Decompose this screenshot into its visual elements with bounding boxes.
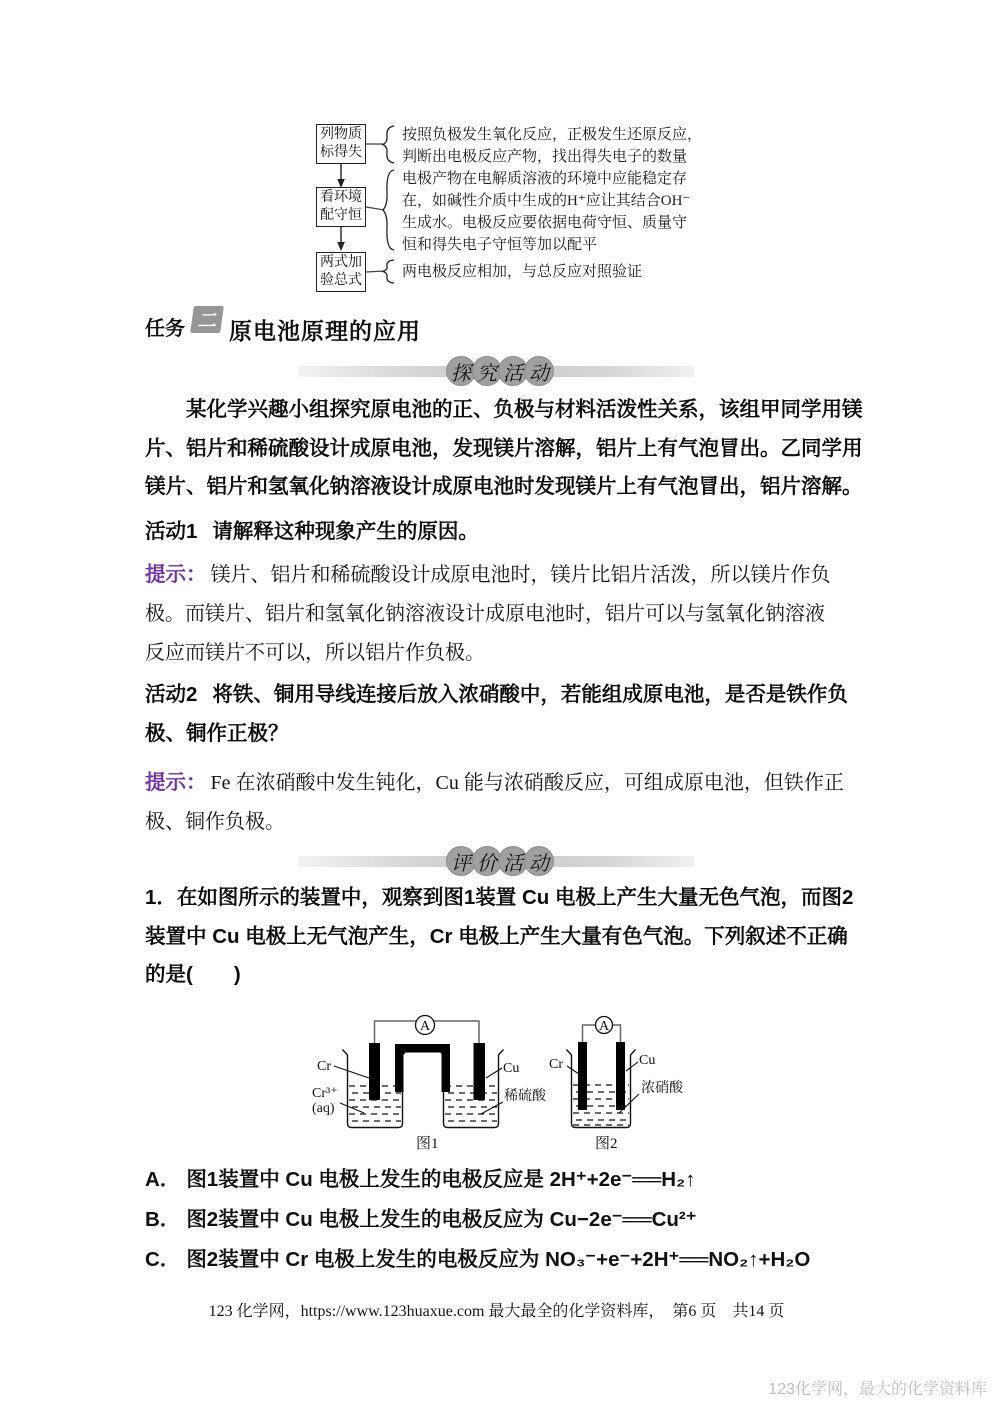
flowchart-note-line: 两电极反应相加，与总反应对照验证 [402,264,643,280]
section-title: 原电池原理的应用 [229,318,421,344]
flowchart-box-2-line2: 配守恒 [320,208,362,223]
flowchart-box-3-line1: 两式加 [320,255,362,270]
label-cr-fig1: Cr [317,1059,331,1074]
task-number-badge [190,306,224,333]
salt-bridge [395,1044,450,1092]
flowchart-box-1-line2: 标得失 [320,145,362,160]
brace-icon [383,126,394,163]
hint-line: Fe 在浓硝酸中发生钝化，Cu 能与浓硝酸反应，可组成原电池，但铁作正 [210,772,844,794]
hint-2 [145,764,857,842]
label-cu-fig1: Cu [503,1061,520,1076]
connector-line [366,207,384,210]
options-list [145,1160,857,1280]
flowchart-note-line: 按照负极发生氧化反应，正极发生还原反应， [402,127,703,143]
banner-circles [446,846,550,876]
option-c [145,1240,857,1280]
banner-circles [446,356,550,386]
task-number: 二 [197,311,217,332]
option-a-label: A． [145,1168,181,1191]
figure-1-caption: 图1 [416,1136,439,1152]
banner-char: 动 [524,846,554,876]
question-line: 装置中 Cu 电极上无气泡产生，Cr 电极上产生大量有色气泡。下列叙述不正确 [145,924,848,948]
flowchart-note-line: 恒和得失电子守恒等加以配平 [402,237,598,253]
cell-diagram-svg [290,1000,710,1160]
question-line: 的是( ) [145,963,241,986]
label-ion-line1: Cr³⁺ [312,1086,338,1101]
hint-1 [145,556,857,673]
label-cu-fig2: Cu [639,1053,656,1068]
banner-char: 价 [472,846,502,876]
cell-diagram [290,1000,710,1160]
flowchart-box-1-line1: 列物质 [320,127,362,142]
flowchart-note-3 [402,261,642,283]
ammeter-letter: A [419,1019,431,1034]
activity-1 [145,513,857,552]
figure-2-caption: 图2 [595,1136,618,1152]
paragraph-line: 镁片、铝片和氢氧化钠溶液设计成原电池时发现镁片上有气泡冒出，铝片溶解。 [145,475,863,498]
arrow-down-head-icon [337,242,345,251]
hint-label: 提示： [145,771,207,794]
flowchart-note-line: 生成水。电极反应要依据电荷守恒、质量守 [402,215,688,231]
hint-label: 提示： [145,563,207,586]
banner-char: 动 [524,356,554,386]
page-footer: 123 化学网，https://www.123huaxue.com 最大最全的化学资料库， 第6 页 共14 页 [208,1303,785,1320]
option-b-label: B． [145,1208,181,1231]
activity-1-text: 请解释这种现象产生的原因。 [212,520,479,543]
option-a [145,1160,857,1200]
brace-icon [383,170,394,250]
option-c-label: C． [145,1248,181,1271]
electrode-cu-fig1 [474,1043,486,1100]
activity-2-label: 活动2 [145,683,198,706]
option-b [145,1200,857,1240]
activity-2-text: 极、铜作正极？ [145,721,289,745]
banner-char: 评 [446,846,476,876]
flowchart-note-line: 在，如碱性介质中生成的H⁺应让其结合OH⁻ [402,193,691,209]
wire [375,1021,418,1043]
hint-line: 镁片、铝片和稀硫酸设计成原电池时，镁片比铝片活泼，所以镁片作负 [210,564,831,586]
paragraph-line: 片、铝片和稀硫酸设计成原电池，发现镁片溶解，铝片上有气泡冒出。乙同学用 [145,436,863,460]
wire [583,1025,597,1042]
activity-2 [145,676,857,753]
flowchart-note-line: 电极产物在电解质溶液的环境中应能稳定存 [402,171,688,187]
activity-2-text: 将铁、铜用导线连接后放入浓硝酸中，若能组成原电池，是否是铁作负 [212,683,848,706]
banner-char: 活 [498,846,528,876]
flowchart-note-2 [402,168,690,256]
question-line: 1．在如图所示的装置中，观察到图1装置 Cu 电极上产生大量无色气泡，而图2 [145,886,854,909]
electrode-cu-fig2 [616,1042,625,1110]
option-a-text: 图1装置中 Cu 电极上发生的电极反应是 2H⁺+2e⁻══H₂↑ [186,1168,696,1191]
banner-char: 活 [498,356,528,386]
label-dilute-sulfuric-acid: 稀硫酸 [504,1089,546,1104]
ammeter-letter: A [598,1019,610,1034]
flowchart-note-line: 判断出电极反应产物，找出得失电子的数量 [402,149,688,165]
brace-icon [383,260,394,283]
flowchart-box-3 [316,252,366,292]
paragraph-line: 某化学兴趣小组探究原电池的正、负极与材料活泼性关系，该组甲同学用镁 [186,398,863,421]
flowchart-box-2-line1: 看环境 [320,190,362,205]
hint-line: 反应而镁片不可以，所以铝片作负极。 [145,642,485,664]
option-c-text: 图2装置中 Cr 电极上发生的电极反应为 NO₃⁻+e⁻+2H⁺══NO₂↑+H₂O [186,1248,811,1271]
flowchart-note-1 [402,124,702,168]
intro-paragraph [145,391,863,507]
question-1 [145,879,857,995]
flowchart-box-3-line2: 验总式 [320,273,362,288]
hint-line: 极。而镁片、铝片和氢氧化钠溶液设计成原电池时，铝片可以与氢氧化钠溶液 [145,603,825,625]
label-conc-nitric-acid: 浓硝酸 [641,1081,683,1096]
flowchart-box-2 [316,187,366,227]
task-prefix: 任务 [145,318,185,340]
flowchart-box-1 [316,124,366,164]
electrode-cr-fig2 [578,1042,587,1110]
banner-char: 探 [446,356,476,386]
wire [612,1025,621,1042]
label-ion-line2: (aq) [312,1101,335,1116]
hint-line: 极、铜作负极。 [145,811,285,833]
banner-char: 究 [472,356,502,386]
label-cr-fig2: Cr [549,1057,563,1072]
site-watermark: 123化学网，最大的化学资料库 [768,1381,987,1398]
option-b-text: 图2装置中 Cu 电极上发生的电极反应为 Cu−2e⁻══Cu²⁺ [186,1208,697,1231]
wire [433,1021,479,1043]
activity-1-label: 活动1 [145,520,198,543]
electrode-cr-fig1 [369,1043,380,1100]
flowchart [280,110,720,310]
beaker-fig2 [567,1050,636,1128]
